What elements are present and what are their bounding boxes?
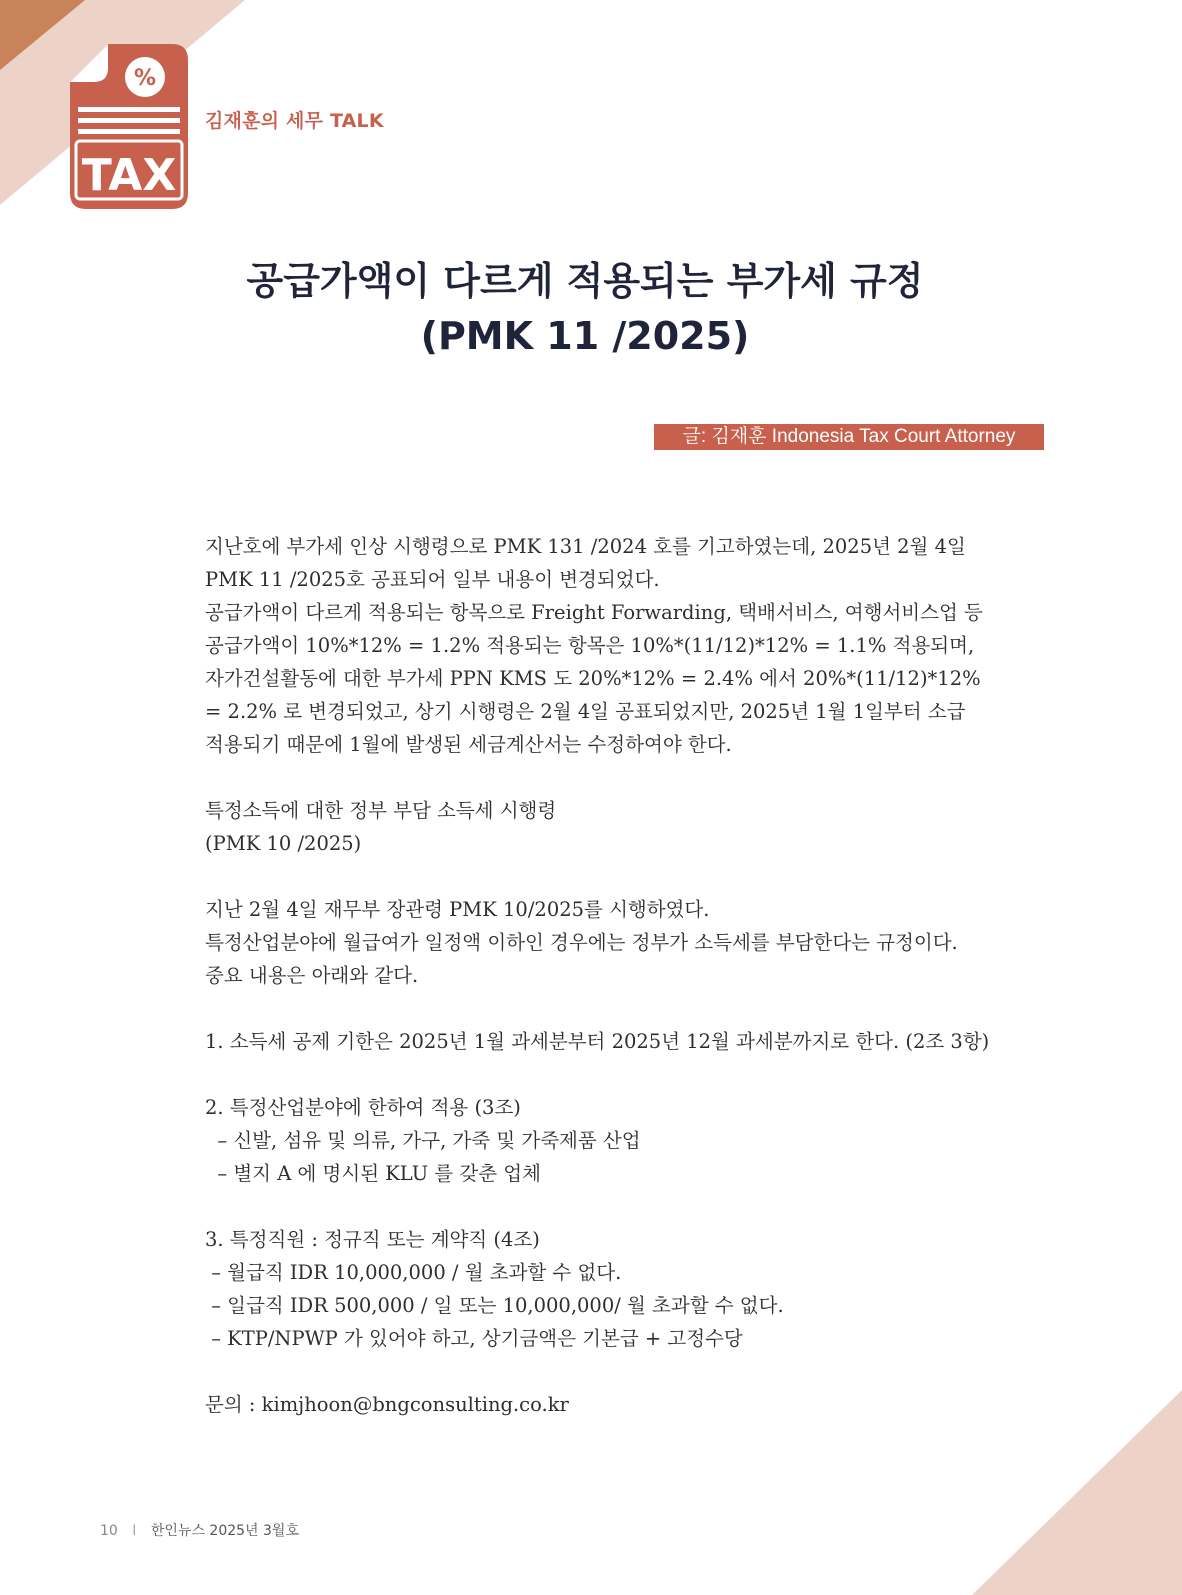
list-subitem: – 일급직 IDR 500,000 / 일 또는 10,000,000/ 월 초과할 수 없다.	[205, 1294, 784, 1317]
body-line: 지난호에 부가세 인상 시행령으로 PMK 131 /2024 호를 기고하였는데, 2025년 2월 4일	[205, 535, 966, 558]
list-subitem: – 신발, 섬유 및 의류, 가구, 가죽 및 가죽제품 산업	[205, 1129, 641, 1152]
body-line: 공급가액이 10%*12% = 1.2% 적용되는 항목은 10%*(11/12)*12% = 1.1% 적용되며,	[205, 634, 975, 657]
body-line: 적용되기 때문에 1월에 발생된 세금계산서는 수정하여야 한다.	[205, 733, 732, 756]
title-line-2: (PMK 11 /2025)	[420, 314, 750, 358]
contact-line: 문의 : kimjhoon@bngconsulting.co.kr	[205, 1393, 569, 1416]
list-subitem: – 월급직 IDR 10,000,000 / 월 초과할 수 없다.	[205, 1261, 622, 1284]
column-tag: 김재훈의 세무 TALK	[205, 110, 384, 132]
list-item: 2. 특정산업분야에 한하여 적용 (3조)	[205, 1096, 521, 1119]
list-item: 1. 소득세 공제 기한은 2025년 1월 과세분부터 2025년 12월 과세분까지로 한다. (2조 3항)	[205, 1030, 990, 1053]
list-subitem: – 별지 A 에 명시된 KLU 를 갖춘 업체	[205, 1162, 541, 1185]
article-body	[205, 530, 1055, 1421]
paragraph-gap	[205, 761, 1055, 794]
tax-icon-label: TAX	[81, 150, 177, 201]
paragraph-gap	[205, 1190, 1055, 1223]
author-byline: 글: 김재훈 Indonesia Tax Court Attorney	[654, 424, 1044, 450]
list-item: 3. 특정직원 : 정규직 또는 계약직 (4조)	[205, 1228, 540, 1251]
body-line: 특정산업분야에 월급여가 일정액 이하인 경우에는 정부가 소득세를 부담한다는 규정이다.	[205, 931, 958, 954]
paragraph-gap	[205, 992, 1055, 1025]
paragraph-gap	[205, 860, 1055, 893]
percent-symbol: %	[133, 66, 157, 91]
page-footer	[100, 1520, 299, 1540]
body-line: 지난 2월 4일 재무부 장관령 PMK 10/2025를 시행하였다.	[205, 898, 710, 921]
tax-document-icon	[70, 44, 188, 209]
section-heading: (PMK 10 /2025)	[205, 832, 362, 855]
body-line: 중요 내용은 아래와 같다.	[205, 964, 419, 987]
footer-separator: I	[132, 1523, 137, 1539]
publication-name: 한인뉴스 2025년 3월호	[150, 1523, 299, 1539]
page-number: 10	[100, 1523, 118, 1539]
section-heading: 특정소득에 대한 정부 부담 소득세 시행령	[205, 799, 557, 822]
paragraph-gap	[205, 1058, 1055, 1091]
body-line: 공급가액이 다르게 적용되는 항목으로 Freight Forwarding, 택배서비스, 여행서비스업 등	[205, 601, 983, 624]
paragraph-gap	[205, 1355, 1055, 1388]
body-line: 자가건설활동에 대한 부가세 PPN KMS 도 20%*12% = 2.4% 에서 20%*(11/12)*12%	[205, 667, 981, 690]
list-subitem: – KTP/NPWP 가 있어야 하고, 상기금액은 기본급 + 고정수당	[205, 1327, 743, 1350]
body-line: PMK 11 /2025호 공표되어 일부 내용이 변경되었다.	[205, 568, 660, 591]
page-title	[150, 254, 1020, 364]
body-line: = 2.2% 로 변경되었고, 상기 시행령은 2월 4일 공표되었지만, 2025년 1월 1일부터 소급	[205, 700, 966, 723]
title-line-1: 공급가액이 다르게 적용되는 부가세 규정	[246, 259, 924, 303]
